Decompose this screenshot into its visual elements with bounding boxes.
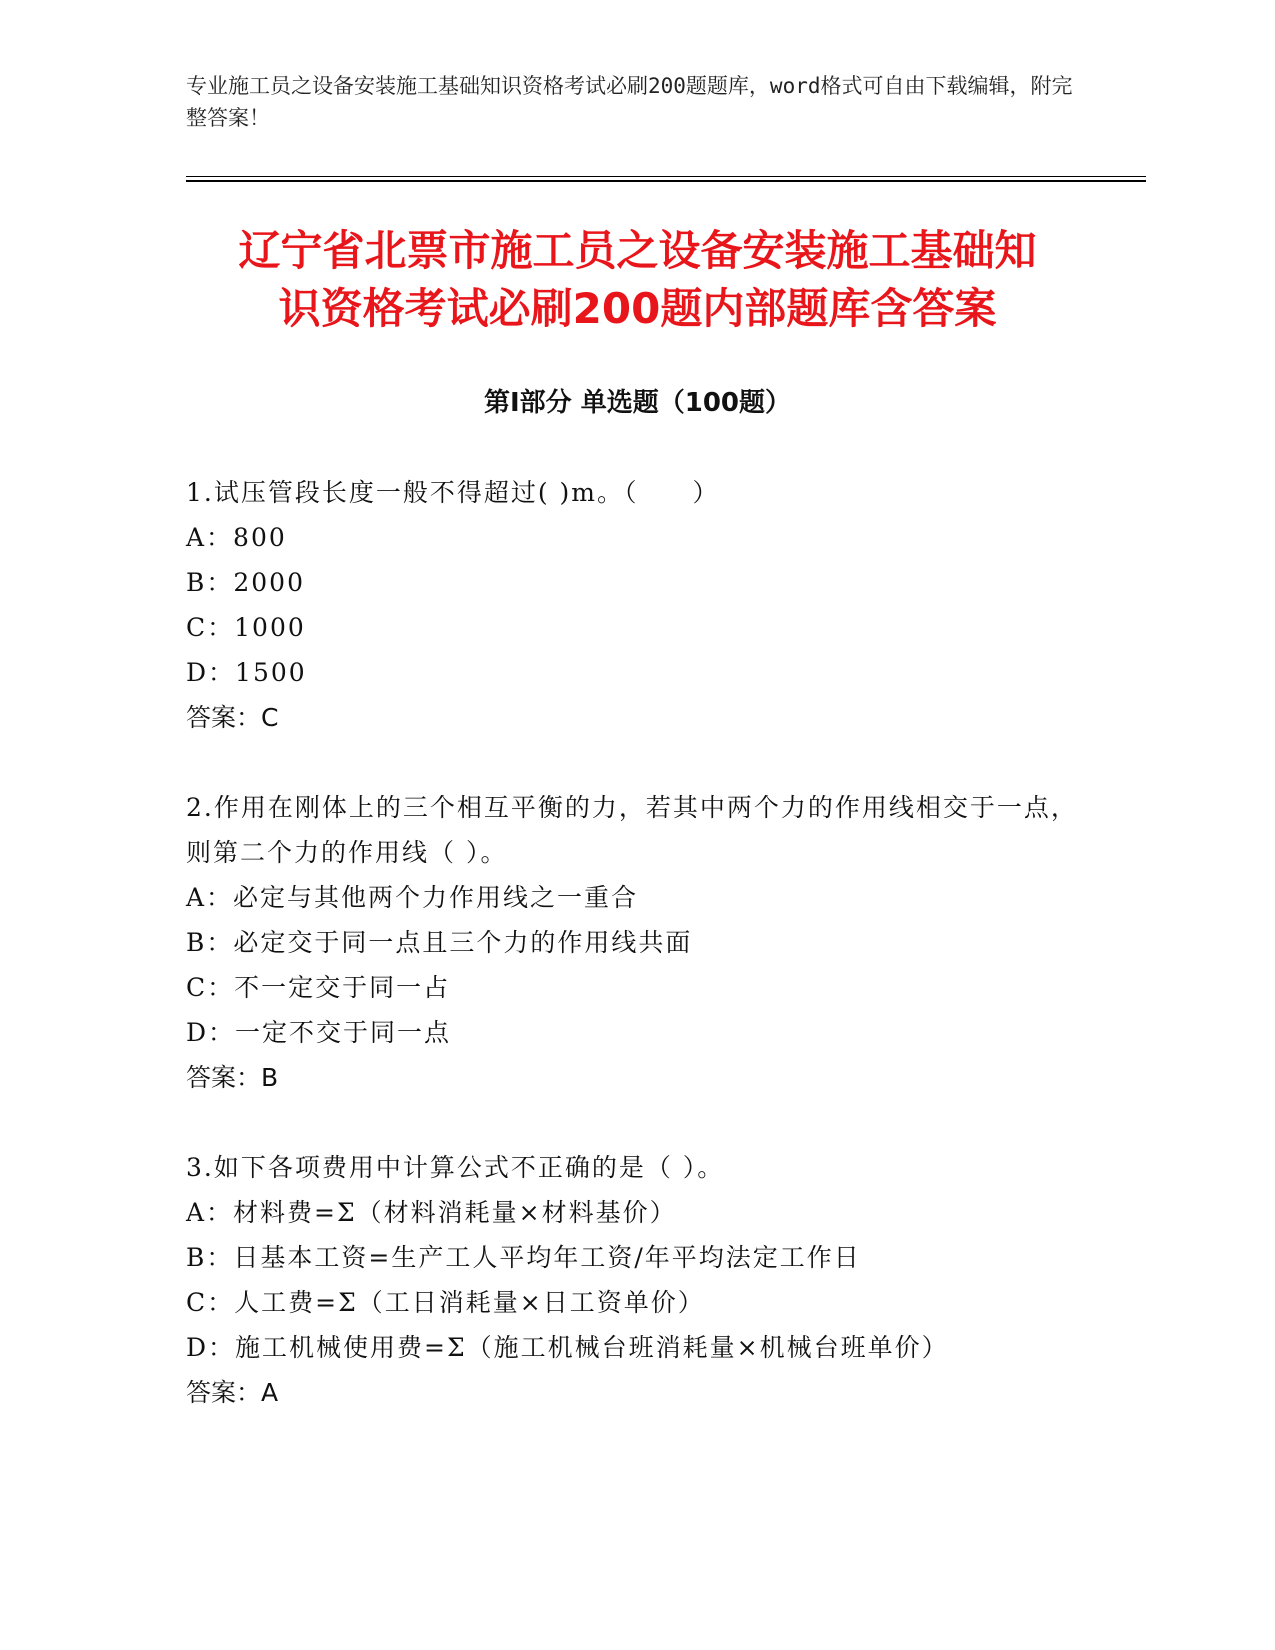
question-1 (186, 470, 1086, 740)
title-line-2: 识资格考试必刷200题内部题库含答案 (278, 284, 997, 333)
header-note: 专业施工员之设备安装施工基础知识资格考试必刷200题题库，word格式可自由下载编辑，附完整答案！ (186, 74, 1073, 130)
option-b: B：日基本工资=生产工人平均年工资/年平均法定工作日 (186, 1243, 861, 1272)
answer: 答案：B (186, 1063, 279, 1092)
option-d: D：施工机械使用费=Σ（施工机械台班消耗量×机械台班单价） (186, 1333, 949, 1362)
answer: 答案：A (186, 1378, 279, 1407)
option-a: A：必定与其他两个力作用线之一重合 (186, 883, 639, 912)
option-d: D：一定不交于同一点 (186, 1018, 452, 1047)
question-stem: 2.作用在刚体上的三个相互平衡的力，若其中两个力的作用线相交于一点，则第二个力的作用线（ ）。 (186, 793, 1078, 867)
option-c: C：不一定交于同一占 (186, 973, 451, 1002)
answer: 答案：C (186, 703, 279, 732)
header-divider-thick (186, 180, 1146, 182)
question-2 (186, 785, 1086, 1100)
header-divider-thin (186, 176, 1146, 177)
option-b: B：必定交于同一点且三个力的作用线共面 (186, 928, 693, 957)
title-line-1: 辽宁省北票市施工员之设备安装施工基础知 (238, 226, 1037, 275)
section-title: 第Ⅰ部分 单选题（100题） (484, 388, 791, 418)
question-list (186, 470, 1086, 1460)
option-a: A：800 (186, 523, 287, 552)
option-a: A：材料费=Σ（材料消耗量×材料基价） (186, 1198, 677, 1227)
option-c: C：人工费=Σ（工日消耗量×日工资单价） (186, 1288, 705, 1317)
option-b: B：2000 (186, 568, 305, 597)
option-c: C：1000 (186, 613, 306, 642)
question-stem: 3.如下各项费用中计算公式不正确的是（ ）。 (186, 1153, 725, 1182)
option-d: D：1500 (186, 658, 307, 687)
question-3 (186, 1145, 1086, 1415)
document-title (150, 222, 1125, 338)
question-stem: 1.试压管段长度一般不得超过( )m。（ ） (186, 478, 720, 507)
